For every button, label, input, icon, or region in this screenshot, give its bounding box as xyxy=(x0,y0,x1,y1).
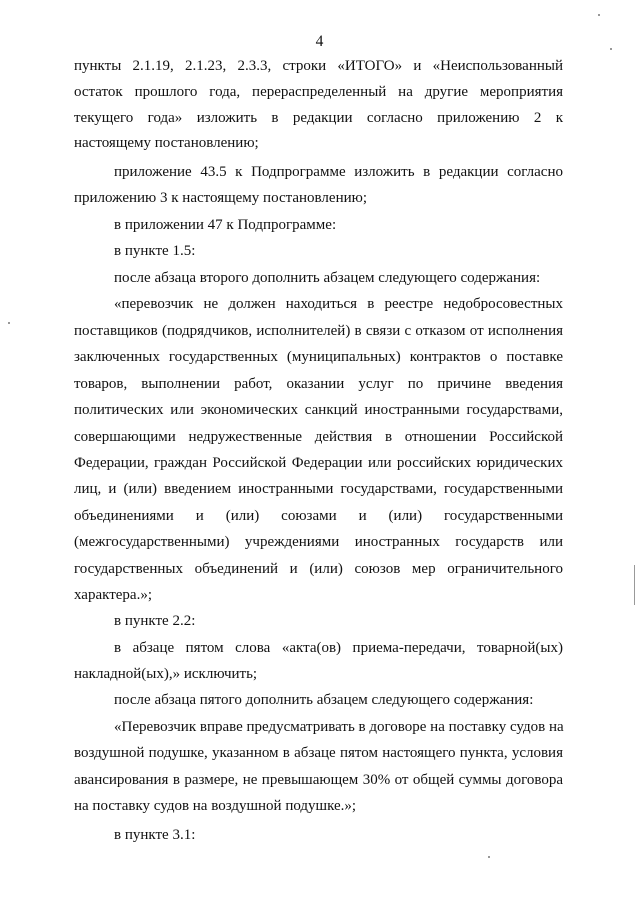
text-line: государственных объединений и (или) союзов мер ограничительного xyxy=(74,561,563,577)
scan-edge-mark xyxy=(634,565,635,605)
text-line: (межгосударственными) учреждениями иностранных государств или xyxy=(74,534,563,550)
text-line: текущего года» изложить в редакции согласно приложению 2 к xyxy=(74,110,563,126)
scan-speck xyxy=(598,14,600,16)
text-line: «перевозчик не должен находиться в реестре недобросовестных xyxy=(114,296,563,312)
text-line: приложение 43.5 к Подпрограмме изложить в редакции согласно xyxy=(114,164,563,180)
text-line: в пункте 2.2: xyxy=(114,613,196,629)
text-line: Федерации, граждан Российской Федерации или российских юридических xyxy=(74,455,563,471)
text-line: воздушной подушке, указанном в абзаце пятом настоящего пункта, условия xyxy=(74,745,563,761)
text-line: товаров, выполнении работ, оказании услуг по причине введения xyxy=(74,376,563,392)
text-line: накладной(ых),» исключить; xyxy=(74,666,258,682)
text-line: после абзаца пятого дополнить абзацем следующего содержания: xyxy=(114,692,534,708)
text-line: поставщиков (подрядчиков, исполнителей) в связи с отказом от исполнения xyxy=(74,323,563,339)
scan-speck xyxy=(488,856,490,858)
text-line: «Перевозчик вправе предусматривать в договоре на поставку судов на xyxy=(114,719,564,735)
text-line: на поставку судов на воздушной подушке.»; xyxy=(74,798,357,814)
text-line: в абзаце пятом слова «акта(ов) приема-передачи, товарной(ых) xyxy=(114,640,563,656)
text-line: политических или экономических санкций иностранными государствами, xyxy=(74,402,563,418)
text-line: пункты 2.1.19, 2.1.23, 2.3.3, строки «ИТОГО» и «Неиспользованный xyxy=(74,58,563,74)
text-line: настоящему постановлению; xyxy=(74,135,259,151)
text-line: после абзаца второго дополнить абзацем следующего содержания: xyxy=(114,270,541,286)
text-line: в приложении 47 к Подпрограмме: xyxy=(114,217,337,233)
text-line: остаток прошлого года, перераспределенный на другие мероприятия xyxy=(74,84,563,100)
text-line: объединениями и (или) союзами и (или) государственными xyxy=(74,508,563,524)
page-number: 4 xyxy=(315,33,324,50)
text-line: характера.»; xyxy=(74,587,152,603)
scan-speck xyxy=(610,48,612,50)
text-line: в пункте 1.5: xyxy=(114,243,196,259)
scan-speck xyxy=(8,322,10,324)
text-line: в пункте 3.1: xyxy=(114,827,196,843)
text-line: лиц, и (или) введением иностранными государствами, государственными xyxy=(74,481,563,497)
text-line: авансирования в размере, не превышающем 30% от общей суммы договора xyxy=(74,772,563,788)
text-line: совершающими недружественные действия в отношении Российской xyxy=(74,429,563,445)
text-line: приложению 3 к настоящему постановлению; xyxy=(74,190,367,206)
text-line: заключенных государственных (муниципальных) контрактов о поставке xyxy=(74,349,563,365)
